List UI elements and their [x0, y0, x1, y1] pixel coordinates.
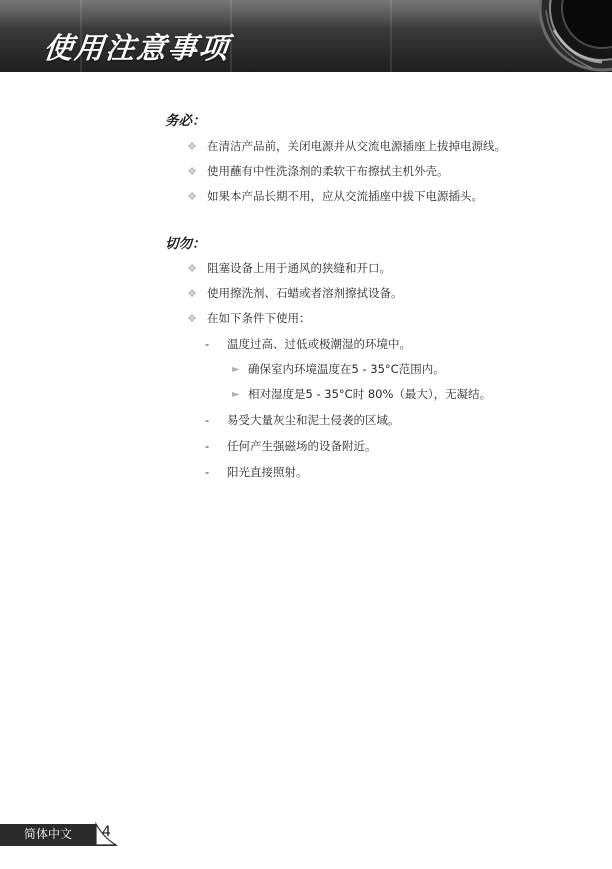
condition-text: 易受大量灰尘和泥土侵袭的区域。: [227, 413, 400, 427]
must-not-section-title: 切勿：: [165, 236, 206, 252]
list-item-text: 在如下条件下使用：: [207, 311, 311, 325]
header-stripe: [390, 0, 392, 72]
sub-condition-item: [232, 386, 491, 402]
diamond-flower-icon: ❖: [187, 311, 197, 325]
condition-item: [205, 464, 308, 480]
list-item: [186, 138, 506, 154]
must-section-title: 务必：: [165, 113, 206, 129]
triangle-right-icon: ►: [232, 363, 240, 375]
list-item-text: 使用擦洗剂、石蜡或者溶剂擦拭设备。: [207, 286, 403, 300]
condition-text: 阳光直接照射。: [227, 465, 308, 479]
dash-bullet: -: [205, 439, 210, 453]
dash-bullet: -: [205, 337, 210, 351]
page-title: 使用注意事项: [42, 31, 232, 65]
list-item-text: 使用蘸有中性洗涤剂的柔软干布擦拭主机外壳。: [207, 164, 449, 178]
projector-lens-icon: [502, 0, 612, 72]
footer-language-label: 简体中文: [23, 827, 72, 841]
sub-condition-text: 相对湿度是5 - 35°C时 80%（最大），无凝结。: [248, 387, 492, 401]
list-item-text: 在清洁产品前，关闭电源并从交流电源插座上拔掉电源线。: [207, 139, 506, 153]
diamond-flower-icon: ❖: [187, 139, 197, 153]
list-item: [186, 285, 403, 301]
page-number: 4: [102, 824, 111, 840]
diamond-flower-icon: ❖: [187, 261, 197, 275]
condition-item: [205, 336, 411, 352]
sub-condition-item: [232, 361, 445, 377]
condition-text: 温度过高、过低或极潮湿的环境中。: [227, 337, 411, 351]
list-item-text: 如果本产品长期不用，应从交流插座中拔下电源插头。: [207, 189, 483, 203]
dash-bullet: -: [205, 465, 210, 479]
diamond-flower-icon: ❖: [187, 189, 197, 203]
list-item: [186, 260, 391, 276]
sub-condition-text: 确保室内环境温度在5 - 35°C范围内。: [248, 362, 445, 376]
condition-text: 任何产生强磁场的设备附近。: [227, 439, 377, 453]
condition-item: [205, 438, 377, 454]
diamond-flower-icon: ❖: [187, 286, 197, 300]
header-banner: [0, 0, 612, 72]
condition-item: [205, 412, 400, 428]
diamond-flower-icon: ❖: [187, 164, 197, 178]
list-item: [186, 310, 311, 326]
list-item: [186, 188, 483, 204]
list-item-text: 阻塞设备上用于通风的狭缝和开口。: [207, 261, 391, 275]
list-item: [186, 163, 449, 179]
dash-bullet: -: [205, 413, 210, 427]
triangle-right-icon: ►: [232, 388, 240, 400]
